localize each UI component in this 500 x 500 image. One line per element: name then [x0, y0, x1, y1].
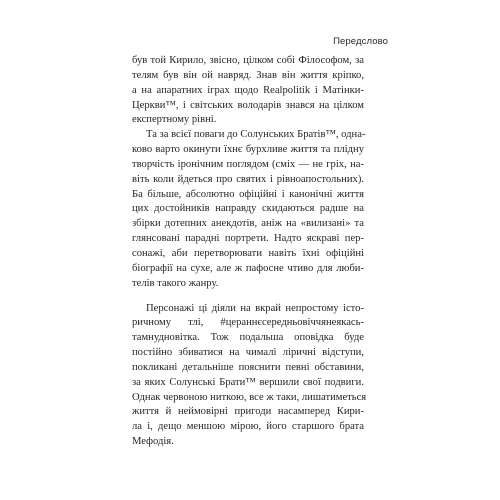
text-line: тамнудновітка. Тож подальша оповідка буде	[132, 332, 364, 344]
text-line: Церкви™, і світських володарів знався на цілком	[132, 99, 364, 111]
text-line: біографії на сухе, але ж пафосне чтиво для люби-	[132, 262, 364, 274]
text-line: творчість іронічним поглядом (сміх — не гріх, на-	[132, 158, 364, 170]
running-header: Передслово	[333, 36, 388, 47]
body-text	[132, 54, 367, 450]
text-line: телів такого жанру.	[132, 277, 219, 289]
text-line: Та за всієї поваги до Солунських Братів™, одна-	[146, 129, 366, 141]
text-line: ричному тлі, #цераннєсередньовіччянеякась-	[132, 317, 364, 329]
text-line: а на апаратних іграх щодо Realpolitik і Матінки-	[132, 84, 364, 96]
text-line: за яких Солунські Брати™ вершили свої подвиги.	[132, 376, 364, 388]
text-line: життя й неймовірні пригоди насамперед Кири-	[132, 406, 364, 418]
paragraph-2	[132, 128, 364, 291]
text-line: Персонажі ці діяли на вкрай непростому істо-	[146, 302, 364, 314]
text-line: телям був він ой навряд. Знав він життя кріпко,	[132, 69, 364, 81]
text-line: Ба більше, абсолютно офіційні і канонічні життя	[132, 188, 364, 200]
paragraph-3	[132, 302, 367, 450]
text-line: постійно збиватися на чималі ліричні відступи,	[132, 347, 364, 359]
paragraph-1	[132, 54, 364, 128]
text-line: сонажі, аби перетворювати навіть їхні офіційні	[132, 247, 364, 259]
text-line: цих достойників направду скидаються радше на	[132, 203, 364, 215]
text-line: Однак червоною ниткою, все ж таки, лишатиметься	[132, 391, 367, 403]
text-line: Мефодія.	[132, 436, 174, 448]
text-line: глянсовані парадні портрети. Надто яскраві пер-	[132, 233, 364, 245]
text-line: віть коли йдеться про святих і рівноапостольних).	[132, 173, 364, 185]
text-line: експертному рівні.	[132, 114, 217, 126]
text-line: ково варто окинути їхнє бурхливе життя та плідну	[132, 144, 364, 156]
text-line: покликані детальніше пояснити певні обставини,	[132, 361, 364, 373]
paragraph-gap	[132, 292, 364, 302]
text-line: збірки дотепних анекдотів, аніж на «вилизані» та	[132, 218, 364, 230]
text-line: був той Кирило, звісно, цілком собі Філософом, за	[132, 55, 364, 66]
text-line: ла і, дещо меншою мірою, його старшого брата	[132, 421, 364, 433]
